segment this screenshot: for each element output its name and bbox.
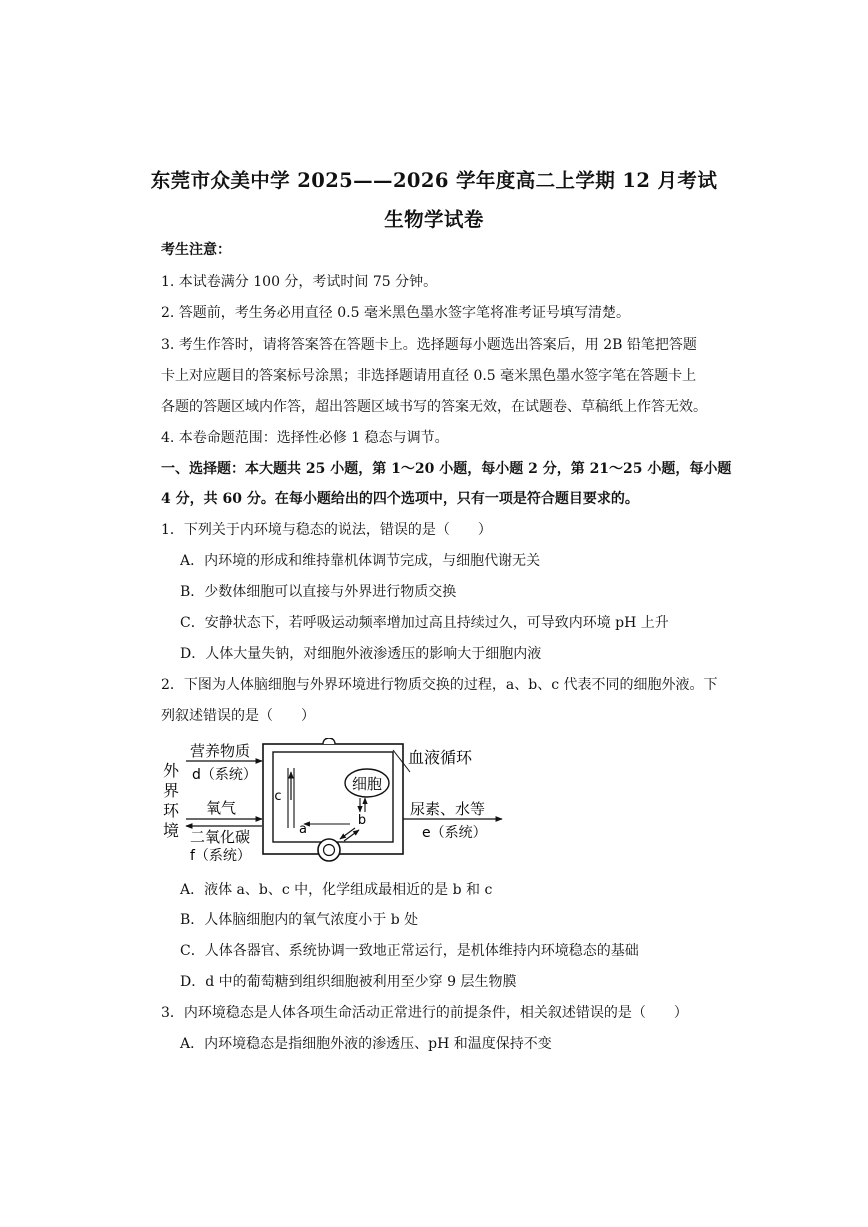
- label-c: c: [274, 789, 282, 804]
- label-waijie-4: 境: [163, 821, 180, 840]
- f-system-label: f（系统）: [190, 848, 251, 863]
- section-header: 一、选择题：本大题共 25 小题，第 1～20 小题，每小题 2 分，第 21～25 小题，每小题: [161, 461, 732, 477]
- label-waijie-2: 界: [163, 781, 180, 800]
- exam-subtitle: 生物学试卷: [384, 208, 484, 231]
- q2-option-b: B．人体脑细胞内的氧气浓度小于 b 处: [180, 912, 419, 928]
- cell-label: 细胞: [351, 775, 383, 793]
- q2-option-d: D．d 中的葡萄糖到组织细胞被利用至少穿 9 层生物膜: [180, 974, 517, 990]
- urea-label: 尿素、水等: [410, 800, 486, 818]
- nutrient-label: 营养物质: [190, 742, 251, 760]
- notice-heading: 考生注意：: [161, 242, 231, 258]
- d-system-label: d（系统）: [192, 767, 257, 783]
- question-2-stem-cont: 列叙述错误的是（ ）: [161, 708, 315, 724]
- e-system-label: e（系统）: [422, 825, 487, 841]
- label-waijie-1: 外: [163, 761, 180, 780]
- notice-item: 3. 考生作答时，请将答案答在答题卡上。选择题每小题选出答案后，用 2B 铅笔把答题: [161, 337, 697, 353]
- exam-title: 东莞市众美中学 2025——2026 学年度高二上学期 12 月考试: [150, 169, 718, 192]
- notice-item: 卡上对应题目的答案标号涂黑；非选择题请用直径 0.5 毫米黑色墨水签字笔在答题卡上: [161, 368, 697, 384]
- label-waijie-3: 环: [163, 801, 180, 820]
- oxygen-label: 氧气: [206, 799, 237, 817]
- label-b: b: [357, 813, 367, 828]
- question-1-stem: 1．下列关于内环境与稳态的说法，错误的是（ ）: [161, 522, 492, 538]
- notice-item: 1. 本试卷满分 100 分，考试时间 75 分钟。: [161, 274, 438, 290]
- q1-option-d: D．人体大量失钠，对细胞外液渗透压的影响大于细胞内液: [180, 646, 542, 662]
- notice-item: 2. 答题前，考生务必用直径 0.5 毫米黑色墨水签字笔将准考证号填写清楚。: [161, 305, 630, 321]
- q2-option-a: A．液体 a、b、c 中，化学组成最相近的是 b 和 c: [180, 882, 493, 898]
- q1-option-a: A．内环境的形成和维持靠机体调节完成，与细胞代谢无关: [180, 553, 541, 569]
- notice-item: 4. 本卷命题范围：选择性必修 1 稳态与调节。: [161, 430, 449, 446]
- question-2-stem: 2．下图为人体脑细胞与外界环境进行物质交换的过程，a、b、c 代表不同的细胞外液。下: [161, 677, 718, 693]
- section-header: 4 分，共 60 分。在每小题给出的四个选项中，只有一项是符合题目要求的。: [161, 491, 639, 507]
- exchange-diagram: [160, 738, 505, 863]
- q1-option-c: C．安静状态下，若呼吸运动频率增加过高且持续过久，可导致内环境 pH 上升: [180, 615, 669, 631]
- co2-label: 二氧化碳: [190, 828, 251, 846]
- question-3-stem: 3．内环境稳态是人体各项生命活动正常进行的前提条件，相关叙述错误的是（ ）: [161, 1005, 688, 1021]
- q2-option-c: C．人体各器官、系统协调一致地正常运行，是机体维持内环境稳态的基础: [180, 943, 639, 959]
- top-valve: [323, 738, 335, 744]
- heart-icon: [318, 839, 340, 861]
- blood-circulation-label: 血液循环: [408, 748, 473, 767]
- label-a: a: [299, 822, 307, 837]
- q3-option-a: A．内环境稳态是指细胞外液的渗透压、pH 和温度保持不变: [180, 1036, 552, 1052]
- notice-item: 各题的答题区域内作答，超出答题区域书写的答案无效，在试题卷、草稿纸上作答无效。: [161, 399, 707, 415]
- q1-option-b: B．少数体细胞可以直接与外界进行物质交换: [180, 584, 457, 600]
- body-boundary-box: [263, 744, 403, 854]
